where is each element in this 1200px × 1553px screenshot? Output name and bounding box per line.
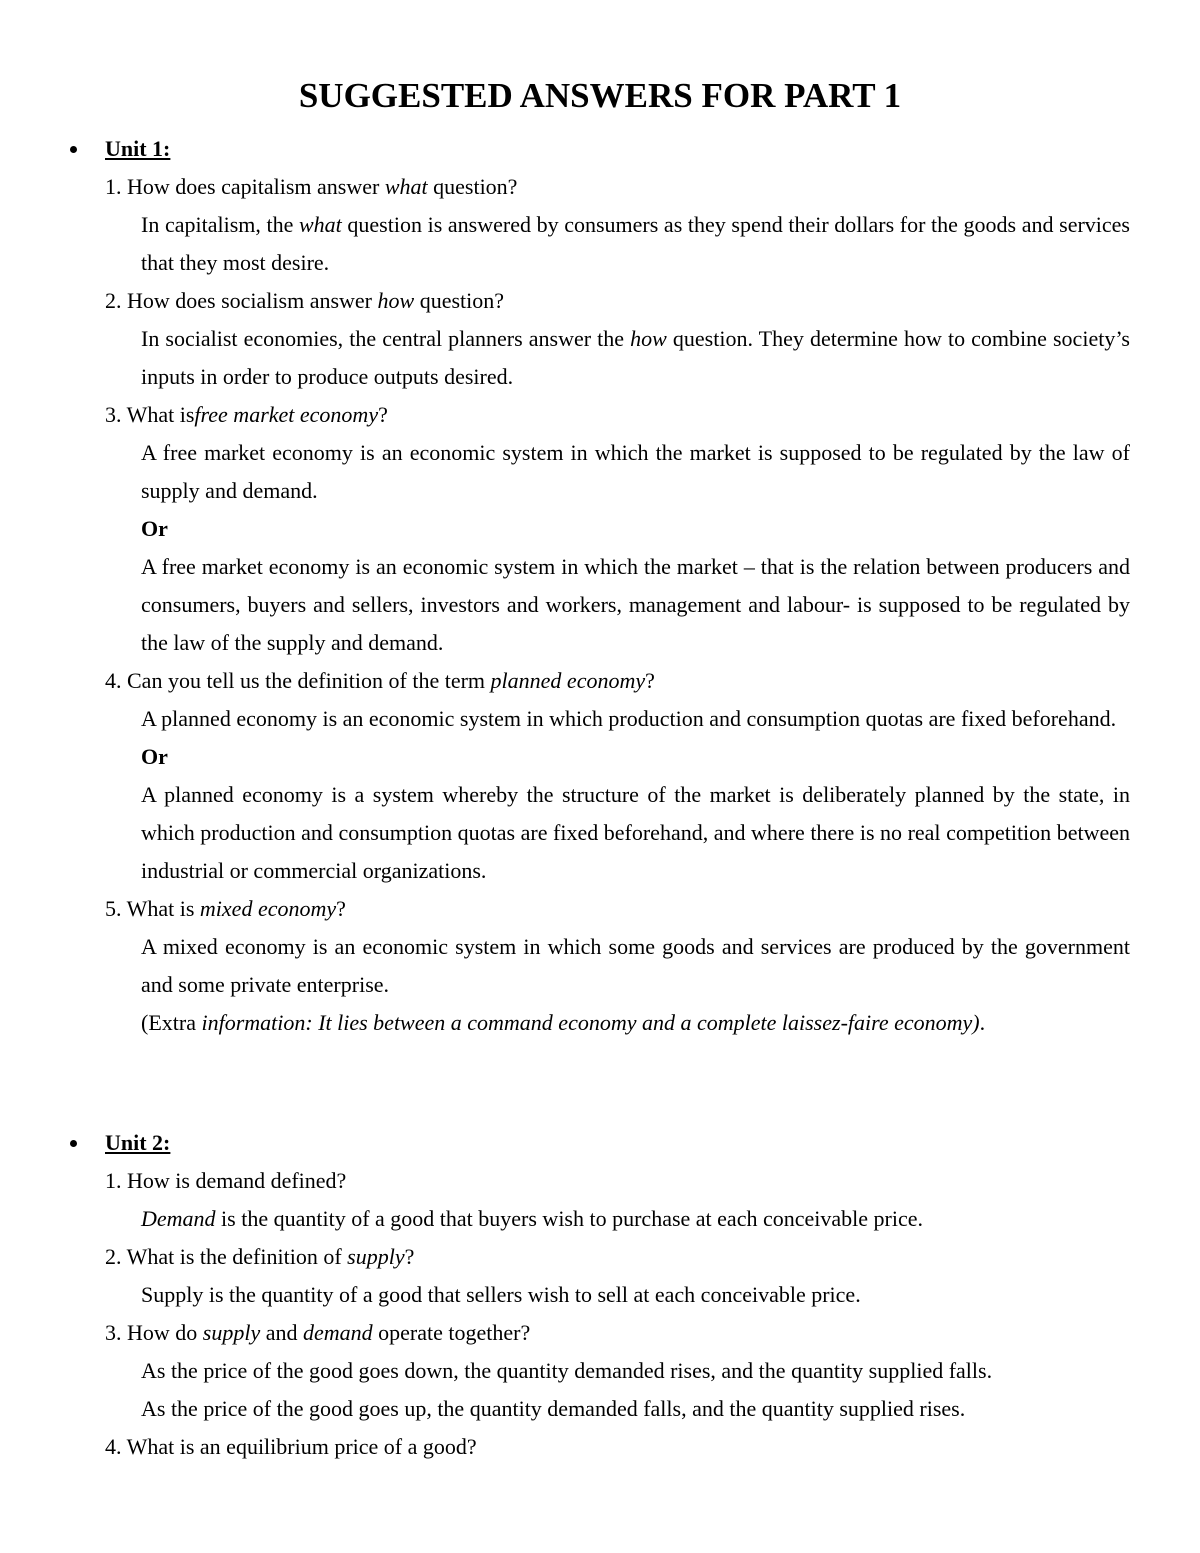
unit-1-question-5: 5. What is mixed economy? xyxy=(105,896,346,921)
unit-2-answer-1: Demand is the quantity of a good that buyers wish to purchase at each conceivable price. xyxy=(141,1206,923,1231)
page-title: SUGGESTED ANSWERS FOR PART 1 xyxy=(298,76,902,115)
unit-1-question-3: 3. What isfree market economy? xyxy=(105,402,388,427)
unit-1-section xyxy=(0,130,1200,1042)
unit-2-question-4: 4. What is an equilibrium price of a good? xyxy=(105,1434,477,1459)
unit-1-answer-4a: A planned economy is an economic system in which production and consumption quotas are fixed beforehand. xyxy=(141,706,1117,731)
unit-2-section xyxy=(0,1124,1200,1466)
unit-1-answer-3a: A free market economy is an economic system in which the market is supposed to be regulated by the law of supply and demand. xyxy=(141,440,1130,503)
unit-2-question-3: 3. How do supply and demand operate together? xyxy=(105,1320,531,1345)
unit-2-heading: Unit 2: xyxy=(105,1130,171,1155)
unit-1-extra-info: (Extra information: It lies between a command economy and a complete laissez-faire economy). xyxy=(141,1010,986,1035)
unit-2-header xyxy=(0,1124,1200,1162)
bullet-icon xyxy=(70,146,77,153)
bullet-icon xyxy=(70,1140,77,1147)
unit-2-answer-3a: As the price of the good goes down, the quantity demanded rises, and the quantity supplied falls. xyxy=(141,1358,993,1383)
unit-1-question-1: 1. How does capitalism answer what question? xyxy=(105,174,518,199)
unit-1-answer-4b: A planned economy is a system whereby the structure of the market is deliberately planned by the state, in which production and consumption quotas are fixed beforehand, and where there is no real competition between industrial or commercial organizations. xyxy=(141,782,1130,883)
unit-1-answer-2: In socialist economies, the central planners answer the how question. They determine how to combine society’s inputs in order to produce outputs desired. xyxy=(141,326,1130,389)
unit-1-question-2: 2. How does socialism answer how question? xyxy=(105,288,505,313)
unit-1-heading: Unit 1: xyxy=(105,136,171,161)
unit-1-answer-3b: A free market economy is an economic system in which the market – that is the relation between producers and consumers, buyers and sellers, investors and workers, management and labour- is supposed to be regulated by the law of the supply and demand. xyxy=(141,554,1130,655)
unit-2-question-2: 2. What is the definition of supply? xyxy=(105,1244,415,1269)
unit-2-answer-2: Supply is the quantity of a good that sellers wish to sell at each conceivable price. xyxy=(141,1282,861,1307)
or-label: Or xyxy=(141,744,168,769)
unit-1-question-4: 4. Can you tell us the definition of the term planned economy? xyxy=(105,668,655,693)
unit-1-answer-5: A mixed economy is an economic system in which some goods and services are produced by the government and some private enterprise. xyxy=(141,934,1130,997)
unit-1-answer-1: In capitalism, the what question is answered by consumers as they spend their dollars for the goods and services that they most desire. xyxy=(141,212,1130,275)
unit-2-question-1: 1. How is demand defined? xyxy=(105,1168,347,1193)
or-label: Or xyxy=(141,516,168,541)
unit-2-answer-3b: As the price of the good goes up, the quantity demanded falls, and the quantity supplied rises. xyxy=(141,1396,966,1421)
unit-1-header xyxy=(0,130,1200,168)
